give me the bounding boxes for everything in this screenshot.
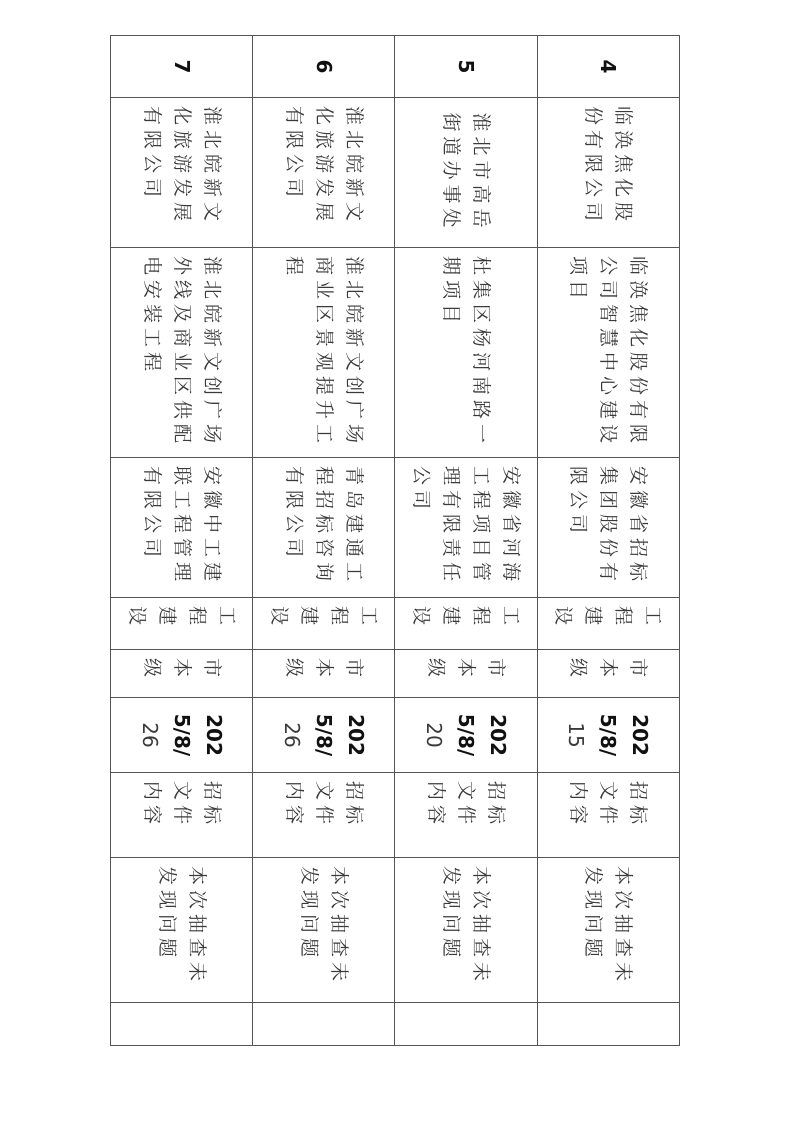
inspection-content: 招标文件内容: [537, 773, 679, 858]
inspection-content: 招标文件内容: [395, 773, 537, 858]
inspection-date: [253, 698, 395, 773]
date-day: 20: [422, 722, 447, 748]
project-name: 淮北皖新文创广场商业区景观提升工程: [253, 248, 395, 458]
agency-name: 安徽中工建联工程管理有限公司: [111, 458, 253, 598]
industry-type: 工程建设: [537, 598, 679, 650]
project-level: 市本级: [537, 650, 679, 698]
remarks: [111, 1003, 253, 1046]
date-year-month: 2025/8/: [311, 713, 368, 757]
inspection-result: 本次抽查未发现问题: [253, 858, 395, 1003]
row-number: 4: [537, 36, 679, 98]
date-year-month: 2025/8/: [454, 713, 511, 757]
inspection-result: 本次抽查未发现问题: [111, 858, 253, 1003]
inspection-result: 本次抽查未发现问题: [537, 858, 679, 1003]
date-year-month: 2025/8/: [596, 713, 653, 757]
table-row: [111, 36, 253, 1046]
inspection-content: 招标文件内容: [253, 773, 395, 858]
project-name: 临涣焦化股份有限公司智慧中心建设项目: [537, 248, 679, 458]
project-name: 杜集区杨河南路一期项目: [395, 248, 537, 458]
industry-type: 工程建设: [111, 598, 253, 650]
row-number: 6: [253, 36, 395, 98]
inspection-content: 招标文件内容: [111, 773, 253, 858]
rotated-table-sheet: [110, 35, 680, 1045]
project-level: 市本级: [111, 650, 253, 698]
remarks: [537, 1003, 679, 1046]
remarks: [253, 1003, 395, 1046]
inspection-date: [395, 698, 537, 773]
agency-name: 安徽省河海工程项目管理有限责任公司: [395, 458, 537, 598]
industry-type: 工程建设: [253, 598, 395, 650]
table-row: [395, 36, 537, 1046]
date-year-month: 2025/8/: [169, 713, 226, 757]
project-level: 市本级: [395, 650, 537, 698]
project-name: 淮北皖新文创广场外线及商业区供配电安装工程: [111, 248, 253, 458]
inspection-date: [111, 698, 253, 773]
tendering-unit: 淮北市高岳街道办事处: [395, 98, 537, 248]
agency-name: 安徽省招标集团股份有限公司: [537, 458, 679, 598]
date-day: 26: [137, 722, 162, 748]
inspection-date: [537, 698, 679, 773]
project-level: 市本级: [253, 650, 395, 698]
inspection-table: [110, 35, 680, 1046]
industry-type: 工程建设: [395, 598, 537, 650]
date-day: 26: [279, 722, 304, 748]
table-row: [253, 36, 395, 1046]
row-number: 5: [395, 36, 537, 98]
row-number: 7: [111, 36, 253, 98]
inspection-result: 本次抽查未发现问题: [395, 858, 537, 1003]
tendering-unit: 淮北皖新文化旅游发展有限公司: [111, 98, 253, 248]
tendering-unit: 临涣焦化股份有限公司: [537, 98, 679, 248]
agency-name: 青岛建通工程招标咨询有限公司: [253, 458, 395, 598]
tendering-unit: 淮北皖新文化旅游发展有限公司: [253, 98, 395, 248]
table-row: [537, 36, 679, 1046]
date-day: 15: [564, 722, 589, 748]
remarks: [395, 1003, 537, 1046]
